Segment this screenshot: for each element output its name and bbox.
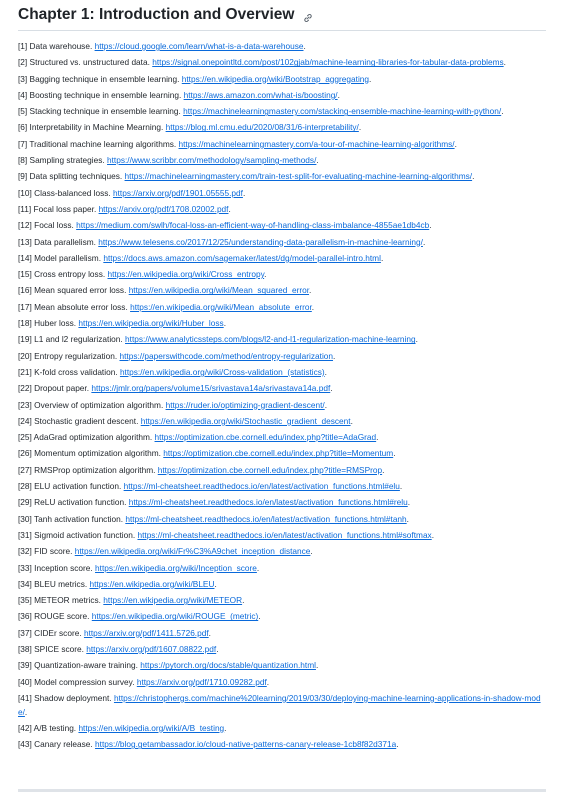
reference-item — [18, 203, 546, 217]
reference-end: . — [472, 171, 475, 182]
reference-link[interactable]: https://en.wikipedia.org/wiki/Cross-validation_(statistics) — [119, 366, 325, 377]
reference-link[interactable]: https://en.wikipedia.org/wiki/METEOR — [103, 595, 243, 606]
reference-item — [18, 529, 546, 543]
reference-item — [18, 399, 546, 413]
reference-link[interactable]: https://jmlr.org/papers/volume15/srivastava14a/srivastava14a.pdf — [91, 383, 331, 394]
reference-label: [2] Structured vs. unstructured data. — [18, 57, 150, 68]
reference-item — [18, 284, 546, 298]
reference-item — [18, 170, 546, 184]
reference-end: . — [406, 513, 409, 524]
reference-link[interactable]: https://medium.com/swlh/focal-loss-an-efficient-way-of-handling-class-imbalance-4855ae1db4cb — [76, 220, 430, 231]
reference-link[interactable]: https://en.wikipedia.org/wiki/A/B_testing — [78, 722, 225, 733]
reference-label: [18] Huber loss. — [18, 318, 77, 329]
reference-link[interactable]: https://machinelearningmastery.com/train-test-split-for-evaluating-machine-learning-algorithms/ — [124, 171, 473, 182]
reference-end: . — [330, 383, 333, 394]
reference-link[interactable]: https://arxiv.org/pdf/1411.5726.pdf — [83, 627, 209, 638]
reference-link[interactable]: https://en.wikipedia.org/wiki/Bootstrap_aggregating — [181, 73, 370, 84]
reference-label: [38] SPICE score. — [18, 643, 84, 654]
reference-end: . — [407, 497, 411, 508]
reference-item — [18, 73, 546, 87]
reference-label: [10] Class-balanced loss. — [18, 187, 111, 198]
reference-item — [18, 382, 546, 396]
reference-end: . — [422, 236, 426, 247]
reference-end: . — [350, 415, 353, 426]
reference-end: . — [223, 318, 226, 329]
reference-link[interactable]: https://www.scribbr.com/methodology/sampling-methods/ — [107, 155, 317, 166]
reference-item — [18, 513, 546, 527]
reference-end: . — [454, 138, 457, 149]
reference-label: [22] Dropout paper. — [18, 383, 90, 394]
link-icon[interactable] — [303, 10, 313, 20]
bottom-divider — [18, 789, 546, 792]
reference-link[interactable]: https://christophergs.com/machine%20learning/2019/03/30/deploying-machine-learning-applications-in-shadow-mode/ — [18, 692, 541, 717]
reference-label: [41] Shadow deployment. — [18, 692, 112, 703]
reference-label: [33] Inception score. — [18, 562, 93, 573]
reference-item — [18, 415, 546, 429]
reference-link[interactable]: https://arxiv.org/pdf/1901.05555.pdf — [113, 187, 243, 198]
reference-end: . — [393, 448, 396, 459]
reference-end: . — [266, 676, 270, 687]
chapter-heading — [18, 0, 546, 31]
reference-link[interactable]: https://machinelearningmastery.com/a-tour-of-machine-learning-algorithms/ — [178, 138, 455, 149]
reference-end: . — [208, 627, 211, 638]
reference-label: [13] Data parallelism. — [18, 236, 96, 247]
reference-link[interactable]: https://arxiv.org/pdf/1708.02002.pdf — [98, 203, 229, 214]
reference-link[interactable]: https://blog.ml.cmu.edu/2020/08/31/6-interpretability/ — [165, 122, 359, 133]
reference-end: . — [503, 57, 506, 68]
reference-item — [18, 268, 546, 282]
reference-end: . — [216, 643, 219, 654]
reference-label: [20] Entropy regularization. — [18, 350, 118, 361]
reference-item — [18, 187, 546, 201]
reference-end: . — [310, 546, 313, 557]
reference-item — [18, 431, 546, 445]
reference-item — [18, 333, 546, 347]
reference-label: [25] AdaGrad optimization algorithm. — [18, 432, 153, 443]
reference-link[interactable]: https://ruder.io/optimizing-gradient-descent/ — [165, 399, 325, 410]
reference-label: [1] Data warehouse. — [18, 41, 93, 51]
reference-label: [35] METEOR metrics. — [18, 595, 101, 606]
reference-item — [18, 594, 546, 608]
reference-link[interactable]: https://aws.amazon.com/what-is/boosting/ — [183, 89, 338, 100]
reference-label: [11] Focal loss paper. — [18, 203, 97, 214]
reference-label: [15] Cross entropy loss. — [18, 269, 106, 280]
reference-end: . — [396, 739, 399, 750]
reference-label: [29] ReLU activation function. — [18, 497, 127, 508]
reference-label: [8] Sampling strategies. — [18, 155, 105, 166]
reference-label: [6] Interpretability in Machine Mearning. — [18, 122, 164, 133]
reference-end: . — [324, 399, 327, 410]
reference-end: . — [369, 73, 372, 84]
reference-item — [18, 301, 546, 315]
reference-link[interactable]: https://en.wikipedia.org/wiki/Mean_squared_error — [128, 285, 310, 296]
reference-label: [24] Stochastic gradient descent. — [18, 415, 139, 426]
reference-link[interactable]: https://paperswithcode.com/method/entropy-regularization — [119, 350, 334, 361]
reference-end: . — [376, 432, 379, 443]
reference-end: . — [415, 334, 418, 345]
reference-link[interactable]: https://docs.aws.amazon.com/sagemaker/latest/dg/model-parallel-intro.html — [103, 252, 381, 263]
reference-link[interactable]: https://optimization.cbe.cornell.edu/index.php?title=RMSProp — [157, 464, 383, 475]
reference-item — [18, 578, 546, 592]
reference-label: [36] ROUGE score. — [18, 611, 90, 622]
reference-link[interactable]: https://en.wikipedia.org/wiki/Cross_entropy — [107, 269, 265, 280]
reference-link[interactable]: https://signal.onepointltd.com/post/102gjab/machine-learning-libraries-for-tabular-data-problems — [152, 57, 504, 68]
reference-end: . — [315, 660, 319, 671]
reference-end: . — [337, 89, 340, 100]
reference-label: [42] A/B testing. — [18, 722, 77, 733]
reference-link[interactable]: https://machinelearningmastery.com/stacking-ensemble-machine-learning-with-python/ — [183, 106, 502, 117]
reference-item — [18, 317, 546, 331]
reference-end: . — [311, 301, 315, 312]
reference-label: [27] RMSProp optimization algorithm. — [18, 464, 156, 475]
reference-end: . — [399, 481, 403, 492]
reference-link[interactable]: https://www.analyticssteps.com/blogs/l2-and-l1-regularization-machine-learning — [125, 334, 416, 345]
reference-item — [18, 447, 546, 461]
reference-link[interactable]: https://en.wikipedia.org/wiki/Huber_loss — [78, 318, 224, 329]
reference-link[interactable]: https://www.telesens.co/2017/12/25/understanding-data-parallelism-in-machine-learning/ — [98, 236, 423, 247]
reference-label: [43] Canary release. — [18, 739, 93, 750]
reference-item — [18, 659, 546, 673]
reference-link[interactable]: https://en.wikipedia.org/wiki/BLEU — [89, 578, 215, 589]
reference-end: . — [501, 106, 504, 117]
reference-item — [18, 138, 546, 152]
reference-link[interactable]: https://en.wikipedia.org/wiki/Fr%C3%A9chet_inception_distance — [74, 546, 311, 557]
reference-end: . — [214, 578, 217, 589]
reference-end: . — [324, 366, 327, 377]
reference-link[interactable]: https://arxiv.org/pdf/1710.09282.pdf — [136, 676, 267, 687]
reference-label: [26] Momentum optimization algorithm. — [18, 448, 161, 459]
reference-link[interactable]: https://ml-cheatsheet.readthedocs.io/en/latest/activation_functions.html#relu — [128, 497, 408, 508]
reference-item — [18, 480, 546, 494]
reference-link[interactable]: https://pytorch.org/docs/stable/quantization.html — [140, 660, 316, 671]
reference-item — [18, 121, 546, 135]
reference-end: . — [358, 122, 362, 133]
reference-end: . — [242, 595, 245, 606]
reference-item — [18, 219, 546, 233]
reference-end: . — [380, 252, 384, 263]
reference-label: [23] Overview of optimization algorithm. — [18, 399, 164, 410]
reference-label: [37] CIDEr score. — [18, 627, 82, 638]
reference-item — [18, 464, 546, 478]
reference-end: . — [431, 529, 435, 540]
reference-label: [30] Tanh activation function. — [18, 513, 124, 524]
reference-item — [18, 738, 546, 752]
reference-label: [34] BLEU metrics. — [18, 578, 88, 589]
reference-label: [7] Traditional machine learning algorithms. — [18, 138, 177, 149]
reference-item — [18, 722, 546, 736]
reference-label: [31] Sigmoid activation function. — [18, 529, 136, 540]
reference-item — [18, 627, 546, 641]
reference-end: . — [429, 220, 432, 231]
reference-link[interactable]: https://cloud.google.com/learn/what-is-a-data-warehouse — [94, 41, 304, 51]
reference-label: [4] Boosting technique in ensemble learning. — [18, 89, 182, 100]
reference-label: [39] Quantization-aware training. — [18, 660, 138, 671]
reference-end: . — [256, 562, 260, 573]
reference-link[interactable]: https://optimization.cbe.cornell.edu/index.php?title=Momentum — [163, 448, 394, 459]
reference-item — [18, 252, 546, 266]
reference-end: . — [24, 706, 28, 717]
reference-label: [19] L1 and l2 regularization. — [18, 334, 123, 345]
reference-item — [18, 366, 546, 380]
reference-item — [18, 643, 546, 657]
reference-label: [32] FID score. — [18, 546, 73, 557]
reference-link[interactable]: https://en.wikipedia.org/wiki/Mean_absolute_error — [130, 301, 312, 312]
reference-end: . — [316, 155, 319, 166]
reference-list — [18, 40, 546, 752]
chapter-title: Chapter 1: Introduction and Overview — [18, 6, 295, 23]
reference-end: . — [224, 722, 227, 733]
reference-label: [3] Bagging technique in ensemble learning. — [18, 73, 180, 84]
reference-end: . — [382, 464, 385, 475]
reference-label: [9] Data splitting techniques. — [18, 171, 123, 182]
reference-link[interactable]: https://ml-cheatsheet.readthedocs.io/en/latest/activation_functions.html#elu — [123, 481, 400, 492]
reference-label: [17] Mean absolute error loss. — [18, 301, 128, 312]
reference-end: . — [303, 41, 306, 51]
reference-item — [18, 350, 546, 364]
reference-item — [18, 40, 546, 54]
reference-link[interactable]: https://ml-cheatsheet.readthedocs.io/en/latest/activation_functions.html#softmax — [137, 529, 432, 540]
reference-label: [5] Stacking technique in ensemble learning. — [18, 106, 181, 117]
reference-label: [28] ELU activation function. — [18, 481, 122, 492]
reference-end: . — [309, 285, 312, 296]
reference-end: . — [258, 611, 261, 622]
reference-item — [18, 56, 546, 70]
reference-item — [18, 562, 546, 576]
reference-link[interactable]: https://optimization.cbe.cornell.edu/index.php?title=AdaGrad — [154, 432, 377, 443]
reference-link[interactable]: https://ml-cheatsheet.readthedocs.io/en/latest/activation_functions.html#tanh — [125, 513, 407, 524]
reference-link[interactable]: https://en.wikipedia.org/wiki/Inception_score — [95, 562, 257, 573]
reference-end: . — [228, 203, 231, 214]
reference-item — [18, 496, 546, 510]
reference-item — [18, 692, 546, 719]
reference-label: [40] Model compression survey. — [18, 676, 135, 687]
reference-item — [18, 610, 546, 624]
reference-link[interactable]: https://en.wikipedia.org/wiki/ROUGE_(metric) — [91, 611, 259, 622]
reference-label: [21] K-fold cross validation. — [18, 366, 118, 377]
reference-label: [12] Focal loss. — [18, 220, 74, 231]
reference-end: . — [333, 350, 336, 361]
reference-label: [14] Model parallelism. — [18, 252, 102, 263]
reference-item — [18, 236, 546, 250]
reference-label: [16] Mean squared error loss. — [18, 285, 127, 296]
reference-item — [18, 105, 546, 119]
reference-item — [18, 154, 546, 168]
reference-item — [18, 545, 546, 559]
reference-item — [18, 89, 546, 103]
reference-link[interactable]: https://en.wikipedia.org/wiki/Stochastic_gradient_descent — [140, 415, 351, 426]
reference-end: . — [264, 269, 267, 280]
reference-link[interactable]: https://blog.getambassador.io/cloud-native-patterns-canary-release-1cb8f82d371a — [95, 739, 397, 750]
reference-item — [18, 676, 546, 690]
reference-link[interactable]: https://arxiv.org/pdf/1607.08822.pdf — [86, 643, 217, 654]
reference-end: . — [242, 187, 246, 198]
